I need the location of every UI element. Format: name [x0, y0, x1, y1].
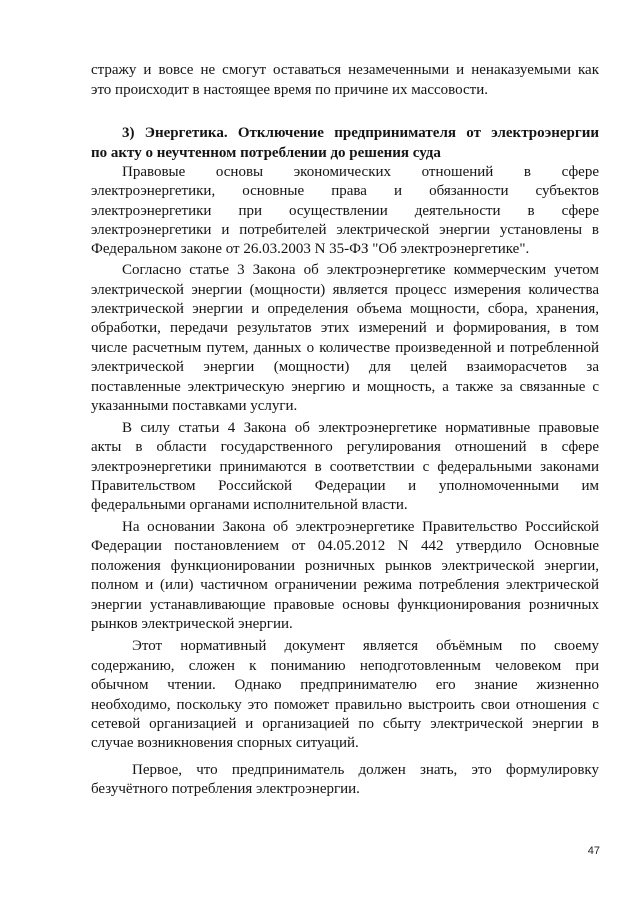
section-heading-line: по акту о неучтенном потреблении до решения суда	[91, 145, 441, 161]
text-line: Согласно статье 3 Закона об электроэнергетике коммерческим учетом	[122, 262, 599, 278]
text-line: электрической энергии (мощности) является процесс измерения количества	[91, 282, 599, 298]
text-line: Федерации постановлением от 04.05.2012 N 442 утвердило Основные	[91, 538, 599, 554]
text-line: указанными поставками услуги.	[91, 398, 298, 414]
text-line: рынков электрической энергии.	[91, 616, 293, 632]
text-line: необходимо, поскольку это поможет правильно выстроить свои отношения с	[91, 697, 599, 713]
text-line: сетевой организацией и организацией по сбыту электрической энергии в	[91, 716, 599, 732]
text-line: Этот нормативный документ является объёмным по своему	[132, 638, 599, 654]
text-line: обработки, передачи результатов этих измерений и формирования, в том	[91, 320, 599, 336]
text-line: содержанию, сложен к пониманию неподготовленным человеком при	[91, 658, 599, 674]
text-line: электроэнергетики принимаются в соответствии с федеральными законами	[91, 459, 599, 475]
text-line: случае возникновения спорных ситуаций.	[91, 735, 359, 751]
text-line: федеральными органами исполнительной власти.	[91, 497, 408, 513]
text-line: безучётного потребления электроэнергии.	[91, 781, 360, 797]
text-line: это происходит в настоящее время по причине их массовости.	[91, 82, 488, 98]
text-line: Федеральном законе от 26.03.2003 N 35-ФЗ "Об электроэнергетике".	[91, 241, 530, 257]
text-line: Первое, что предприниматель должен знать, это формулировку	[132, 762, 599, 778]
text-line: акты в области государственного регулирования отношений в сфере	[91, 439, 599, 455]
text-line: энергии устанавливающие правовые основы функционирования розничных	[91, 597, 599, 613]
text-line: Правительством Российской Федерации и уполномоченными им	[91, 478, 599, 494]
section-heading-line: 3) Энергетика. Отключение предпринимателя от электроэнергии	[122, 125, 599, 141]
text-line: полном и (или) частичном ограничении режима потребления электрической	[91, 577, 599, 593]
text-line: обычном чтении. Однако предпринимателю его знание жизненно	[91, 677, 599, 693]
text-line: В силу статьи 4 Закона об электроэнергетике нормативные правовые	[122, 420, 599, 436]
text-line: электрической энергии и определения объема мощности, сбора, хранения,	[91, 301, 599, 317]
text-line: числе расчетным путем, данных о количестве произведенной и потребленной	[91, 340, 599, 356]
text-line: положения функционировании розничных рынков электрической энергии,	[91, 558, 599, 574]
text-line: электрической энергии (мощности) для целей взаиморасчетов за	[91, 359, 599, 375]
text-line: электроэнергетики при осуществлении деятельности в сфере	[91, 203, 599, 219]
text-line: поставленные электрическую энергию и мощность, а также за связанные с	[91, 379, 599, 395]
text-line: электроэнергетики и потребителей электрической энергии установлены в	[91, 222, 599, 238]
text-line: На основании Закона об электроэнергетике Правительство Российской	[122, 519, 599, 535]
text-line: стражу и вовсе не смогут оставаться незамеченными и ненаказуемыми как	[91, 62, 599, 78]
text-line: Правовые основы экономических отношений в сфере	[122, 164, 599, 180]
page-number: 47	[587, 845, 600, 857]
text-line: электроэнергетики, основные права и обязанности субъектов	[91, 183, 599, 199]
